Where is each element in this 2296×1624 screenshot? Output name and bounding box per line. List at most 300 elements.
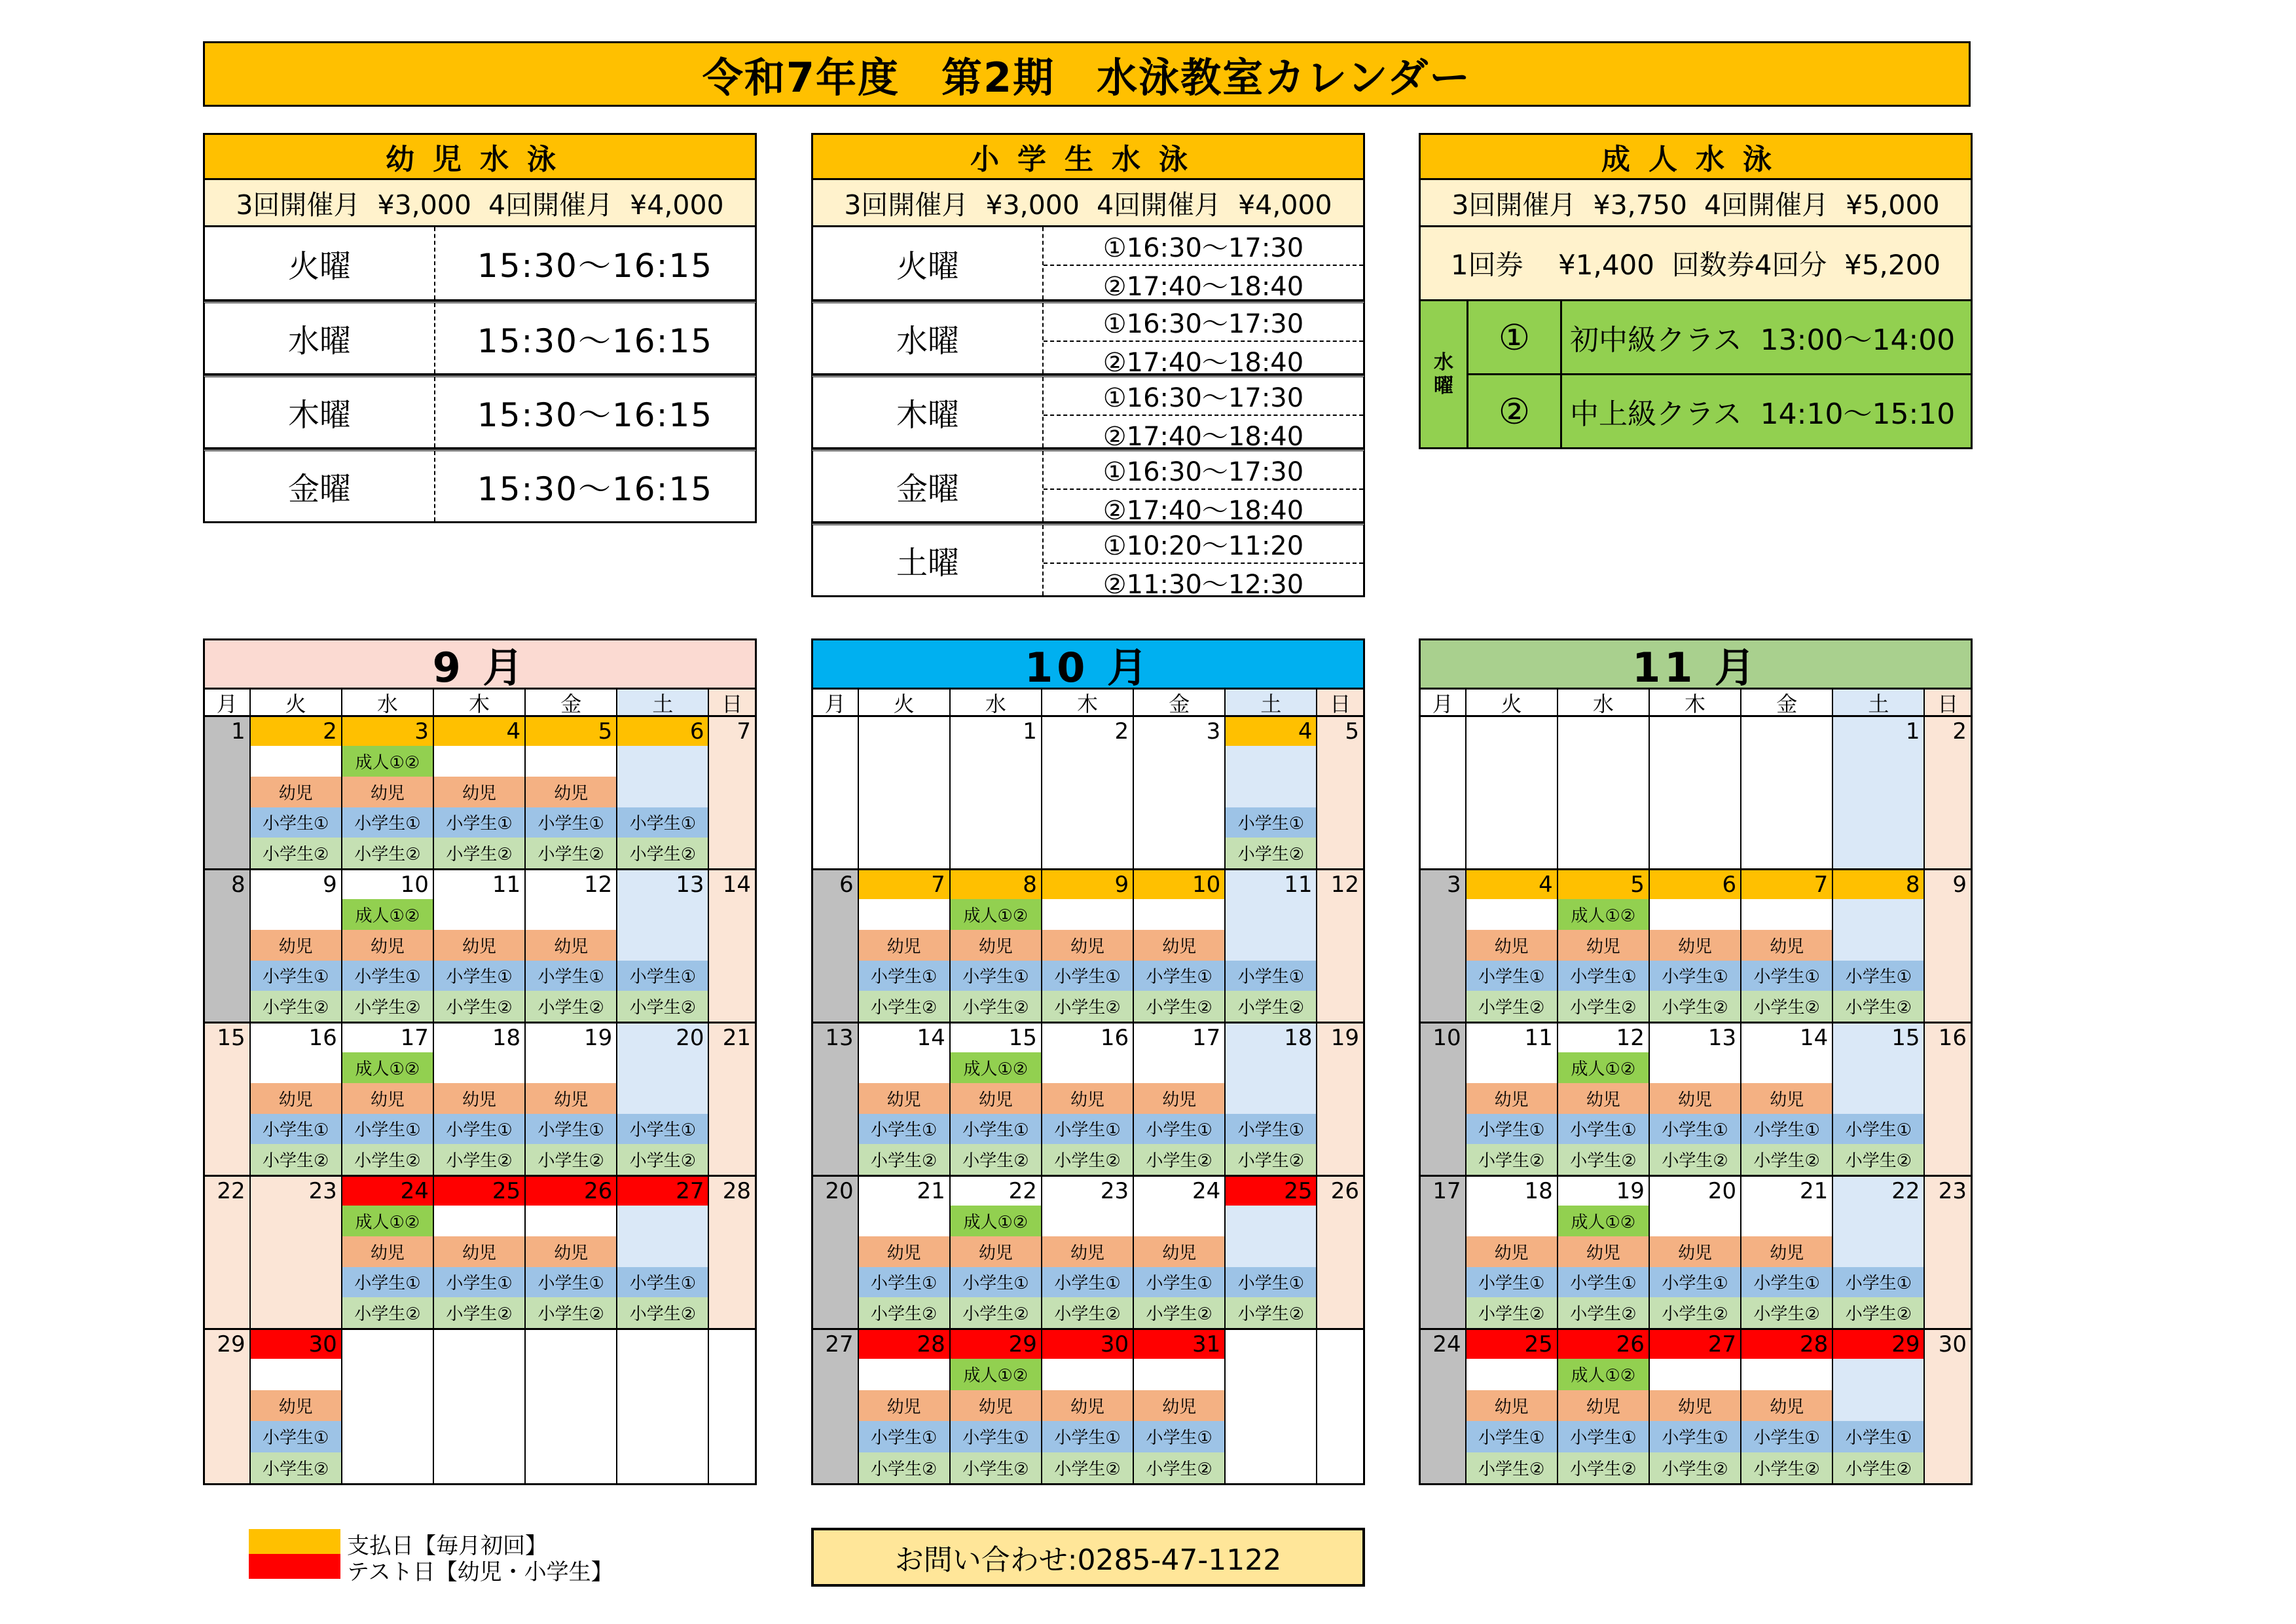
day-number: 10 <box>1432 1025 1461 1051</box>
adult-class-slot <box>434 1052 524 1083</box>
shougakusei-1-slot: 小学生① <box>434 1267 524 1298</box>
yoji-day: 水曜 <box>205 303 435 373</box>
yoji-class-slot: 幼児 <box>342 930 433 961</box>
calendar-day <box>1042 1330 1134 1483</box>
shougakusei-2-slot: 小学生② <box>434 1144 524 1175</box>
shougakusei-day: 火曜 <box>813 227 1044 299</box>
shougakusei-1-slot: 小学生① <box>434 807 524 838</box>
calendar-day <box>617 1330 709 1483</box>
weekday-header: 金 <box>1134 690 1226 715</box>
calendar-day <box>1226 1024 1317 1175</box>
shougakusei-2-slot: 小学生② <box>526 1297 616 1328</box>
month-title: 9 月 <box>203 638 757 690</box>
yoji-class-slot: 幼児 <box>526 1083 616 1114</box>
shougakusei-2-slot: 小学生② <box>1134 1452 1224 1484</box>
shougakusei-2-slot: 小学生② <box>342 838 433 868</box>
weekday-header: 水 <box>342 690 434 715</box>
shougakusei-1-slot: 小学生① <box>1741 1421 1832 1452</box>
day-number: 15 <box>1008 1025 1037 1051</box>
yoji-class-slot: 幼児 <box>1042 1390 1133 1422</box>
adult-class-slot <box>526 1359 616 1390</box>
seijin-class-desc: 初中級クラス 13:00〜14:00 <box>1570 323 1956 357</box>
day-number: 13 <box>676 872 704 898</box>
shougakusei-time-1: ①16:30〜17:30 <box>1044 303 1363 342</box>
adult-class-slot: 成人①② <box>342 1052 433 1083</box>
day-number: 21 <box>917 1178 945 1204</box>
adult-class-slot <box>1134 1359 1224 1390</box>
calendar-day <box>709 1024 755 1175</box>
shougakusei-1-slot: 小学生① <box>617 961 708 991</box>
adult-class-slot <box>434 1206 524 1236</box>
calendar-week <box>1421 870 1971 1024</box>
shougakusei-2-slot: 小学生② <box>951 1452 1041 1484</box>
calendar-day <box>1317 870 1363 1022</box>
day-number: 10 <box>1134 870 1224 899</box>
shougakusei-2-slot <box>251 1297 341 1328</box>
calendar-day <box>1467 870 1558 1022</box>
adult-class-slot <box>1741 746 1832 777</box>
day-number: 23 <box>308 1178 337 1204</box>
calendar-day <box>813 1177 859 1328</box>
shougakusei-1-slot: 小学生① <box>526 961 616 991</box>
calendar-day <box>617 1024 709 1175</box>
calendar-week <box>1421 1177 1971 1330</box>
calendar-day <box>813 717 859 868</box>
calendar-day <box>342 1330 434 1483</box>
shougakusei-2-slot <box>1741 838 1832 868</box>
adult-class-slot <box>1134 899 1224 930</box>
yoji-class-slot <box>1833 1083 1923 1114</box>
yoji-time: 15:30〜16:15 <box>477 470 714 508</box>
shougakusei-1-slot <box>1134 807 1224 838</box>
calendar-day <box>1650 870 1741 1022</box>
calendar-november <box>1419 638 1973 1485</box>
yoji-class-slot <box>342 1390 433 1422</box>
shougakusei-2-slot: 小学生② <box>859 1297 949 1328</box>
weekday-header: 火 <box>1467 690 1558 715</box>
shougakusei-2-slot: 小学生② <box>1558 1452 1649 1484</box>
day-number: 16 <box>1938 1025 1967 1051</box>
yoji-day: 木曜 <box>205 377 435 447</box>
calendar-day <box>342 717 434 868</box>
shougakusei-1-slot: 小学生① <box>1650 961 1740 991</box>
shougakusei-1-slot: 小学生① <box>251 1114 341 1145</box>
adult-class-slot <box>859 899 949 930</box>
yoji-class-slot: 幼児 <box>1467 1083 1557 1114</box>
shougakusei-1-slot <box>1226 1421 1316 1452</box>
day-number: 9 <box>323 872 337 898</box>
calendar-day <box>342 870 434 1022</box>
shougakusei-1-slot <box>859 807 949 838</box>
day-number: 6 <box>1650 870 1740 899</box>
shougakusei-day: 金曜 <box>813 451 1044 521</box>
weekday-header: 月 <box>205 690 251 715</box>
shougakusei-2-slot: 小学生② <box>1833 1297 1923 1328</box>
adult-class-slot <box>617 899 708 930</box>
adult-class-slot <box>859 1359 949 1390</box>
day-number: 18 <box>492 1025 521 1051</box>
shougakusei-1-slot: 小学生① <box>1741 961 1832 991</box>
shougakusei-1-slot: 小学生① <box>342 961 433 991</box>
shougakusei-2-slot: 小学生② <box>342 991 433 1022</box>
shougakusei-1-slot <box>434 1421 524 1452</box>
shougakusei-2-slot: 小学生② <box>1741 1452 1832 1484</box>
yoji-class-slot: 幼児 <box>1134 1390 1224 1422</box>
shougakusei-schedule-title: 小学生水泳 <box>811 133 1365 180</box>
weekday-header: 木 <box>1650 690 1741 715</box>
shougakusei-1-slot: 小学生① <box>434 961 524 991</box>
calendar-day <box>205 870 251 1022</box>
shougakusei-time-2: ②11:30〜12:30 <box>1102 570 1304 600</box>
adult-class-slot <box>526 1206 616 1236</box>
shougakusei-2-slot: 小学生② <box>1226 1144 1316 1175</box>
yoji-class-slot: 幼児 <box>859 1390 949 1422</box>
day-number: 2 <box>1952 718 1967 745</box>
day-number: 7 <box>737 718 752 745</box>
calendar-grid <box>1419 717 1973 1485</box>
day-number: 17 <box>1432 1178 1461 1204</box>
shougakusei-2-slot: 小学生② <box>342 1297 433 1328</box>
day-number: 22 <box>217 1178 246 1204</box>
adult-class-slot <box>434 746 524 777</box>
calendar-day <box>709 870 755 1022</box>
day-number: 20 <box>825 1178 854 1204</box>
adult-class-slot <box>617 1052 708 1083</box>
yoji-time: 15:30〜16:15 <box>477 396 714 434</box>
yoji-class-slot <box>1650 777 1740 807</box>
shougakusei-1-slot: 小学生① <box>526 1114 616 1145</box>
shougakusei-2-slot: 小学生② <box>1467 1452 1557 1484</box>
calendar-day <box>813 1330 859 1483</box>
shougakusei-1-slot: 小学生① <box>1467 1114 1557 1145</box>
adult-class-slot <box>1833 899 1923 930</box>
calendar-day <box>205 1024 251 1175</box>
yoji-class-slot <box>434 1390 524 1422</box>
calendar-day <box>1421 1177 1467 1328</box>
day-number: 8 <box>230 872 246 898</box>
calendar-day <box>1925 870 1971 1022</box>
shougakusei-2-slot: 小学生② <box>1467 1297 1557 1328</box>
seijin-schedule <box>1419 133 1973 449</box>
day-number: 2 <box>1114 718 1129 745</box>
day-number: 3 <box>1446 872 1461 898</box>
calendar-day <box>813 870 859 1022</box>
shougakusei-2-slot <box>617 1452 708 1484</box>
shougakusei-1-slot: 小学生① <box>1226 1267 1316 1298</box>
yoji-class-slot: 幼児 <box>1558 930 1649 961</box>
calendar-day <box>709 1177 755 1328</box>
calendar-day <box>617 1177 709 1328</box>
adult-class-slot <box>1650 1359 1740 1390</box>
yoji-class-slot <box>1226 1236 1316 1267</box>
day-number: 22 <box>1008 1178 1037 1204</box>
calendar-day <box>1833 1177 1925 1328</box>
shougakusei-row-wed <box>811 301 1365 378</box>
adult-class-slot <box>859 746 949 777</box>
weekday-header: 火 <box>251 690 342 715</box>
yoji-class-slot: 幼児 <box>342 1083 433 1114</box>
day-number <box>1558 717 1649 746</box>
day-number: 16 <box>308 1025 337 1051</box>
weekday-header: 日 <box>1925 690 1971 715</box>
adult-class-slot <box>1226 1052 1316 1083</box>
shougakusei-2-slot: 小学生② <box>1558 1297 1649 1328</box>
shougakusei-row-fri <box>811 449 1365 526</box>
contact-box: お問い合わせ:0285-47-1122 <box>811 1528 1365 1587</box>
day-number: 20 <box>676 1025 704 1051</box>
adult-class-slot <box>526 746 616 777</box>
day-number: 5 <box>1558 870 1649 899</box>
day-number: 18 <box>1284 1025 1313 1051</box>
day-number: 4 <box>1226 717 1316 746</box>
calendar-day <box>1558 870 1650 1022</box>
shougakusei-time-2: ②17:40〜18:40 <box>1102 272 1304 302</box>
yoji-class-slot <box>1226 777 1316 807</box>
yoji-class-slot: 幼児 <box>1741 1083 1832 1114</box>
shougakusei-1-slot <box>342 1421 433 1452</box>
seijin-price: 3回開催月 ¥3,750 4回開催月 ¥5,000 <box>1419 180 1973 227</box>
calendar-week <box>1421 1024 1971 1177</box>
yoji-class-slot: 幼児 <box>951 1390 1041 1422</box>
yoji-class-slot: 幼児 <box>1558 1390 1649 1422</box>
yoji-class-slot <box>1833 930 1923 961</box>
day-number: 22 <box>1891 1178 1920 1204</box>
adult-class-slot <box>434 1359 524 1390</box>
shougakusei-1-slot: 小学生① <box>1741 1267 1832 1298</box>
seijin-class-row <box>1468 301 1971 375</box>
calendar-day <box>526 870 617 1022</box>
calendar-day <box>1833 717 1925 868</box>
day-number: 1 <box>230 718 246 745</box>
shougakusei-1-slot: 小学生① <box>1226 1114 1316 1145</box>
yoji-class-slot <box>1467 777 1557 807</box>
adult-class-slot <box>1558 746 1649 777</box>
yoji-class-slot <box>1042 777 1133 807</box>
shougakusei-1-slot: 小学生① <box>951 1267 1041 1298</box>
calendar-day <box>1317 717 1363 868</box>
calendar-day <box>1833 1024 1925 1175</box>
day-number <box>1421 717 1465 746</box>
calendar-day <box>1134 870 1226 1022</box>
day-number: 28 <box>1741 1330 1832 1359</box>
adult-class-slot: 成人①② <box>951 1206 1041 1236</box>
yoji-class-slot: 幼児 <box>1650 1083 1740 1114</box>
shougakusei-2-slot <box>1833 838 1923 868</box>
day-number <box>342 1330 433 1359</box>
weekday-header: 金 <box>526 690 617 715</box>
day-number: 7 <box>859 870 949 899</box>
adult-class-slot: 成人①② <box>342 1206 433 1236</box>
shougakusei-day: 水曜 <box>813 303 1044 373</box>
calendar-day <box>617 870 709 1022</box>
adult-class-slot <box>1226 1359 1316 1390</box>
shougakusei-2-slot: 小学生② <box>1650 1144 1740 1175</box>
seijin-classes <box>1419 301 1973 449</box>
day-number <box>859 717 949 746</box>
shougakusei-1-slot: 小学生① <box>1226 961 1316 991</box>
yoji-class-slot: 幼児 <box>1134 930 1224 961</box>
yoji-class-slot: 幼児 <box>951 1236 1041 1267</box>
calendar-day <box>951 1177 1042 1328</box>
shougakusei-2-slot: 小学生② <box>1042 1144 1133 1175</box>
shougakusei-1-slot <box>1741 807 1832 838</box>
adult-class-slot <box>1650 1206 1740 1236</box>
calendar-day <box>205 1177 251 1328</box>
calendar-day <box>205 1330 251 1483</box>
shougakusei-2-slot <box>434 1452 524 1484</box>
yoji-class-slot <box>1833 777 1923 807</box>
shougakusei-price: 3回開催月 ¥3,000 4回開催月 ¥4,000 <box>811 180 1365 227</box>
calendar-week <box>813 870 1363 1024</box>
shougakusei-2-slot: 小学生② <box>951 991 1041 1022</box>
calendar-day <box>1226 717 1317 868</box>
day-number: 30 <box>251 1330 341 1359</box>
shougakusei-1-slot: 小学生① <box>342 807 433 838</box>
calendar-week <box>813 1024 1363 1177</box>
adult-class-slot: 成人①② <box>1558 1052 1649 1083</box>
calendar-day <box>813 1024 859 1175</box>
shougakusei-1-slot: 小学生① <box>1650 1114 1740 1145</box>
calendar-day <box>1042 1177 1134 1328</box>
shougakusei-2-slot: 小学生② <box>1042 1297 1133 1328</box>
shougakusei-1-slot: 小学生① <box>251 1421 341 1452</box>
day-number: 29 <box>951 1330 1041 1359</box>
weekday-header: 木 <box>434 690 526 715</box>
shougakusei-1-slot: 小学生① <box>1467 961 1557 991</box>
adult-class-slot <box>1134 1206 1224 1236</box>
calendar-day <box>342 1024 434 1175</box>
adult-class-slot <box>1042 1206 1133 1236</box>
calendar-day <box>1317 1330 1363 1483</box>
calendar-day <box>1421 870 1467 1022</box>
shougakusei-2-slot: 小学生② <box>859 1452 949 1484</box>
calendar-day <box>1833 1330 1925 1483</box>
adult-class-slot <box>251 1359 341 1390</box>
day-number: 27 <box>1650 1330 1740 1359</box>
shougakusei-1-slot <box>1650 807 1740 838</box>
shougakusei-2-slot: 小学生② <box>617 991 708 1022</box>
adult-class-slot <box>1467 746 1557 777</box>
yoji-class-slot: 幼児 <box>951 1083 1041 1114</box>
shougakusei-row-sat <box>811 523 1365 600</box>
day-number: 19 <box>1616 1178 1645 1204</box>
shougakusei-2-slot: 小学生② <box>617 838 708 868</box>
calendar-day <box>1134 1330 1226 1483</box>
yoji-class-slot <box>1226 1083 1316 1114</box>
day-number: 15 <box>1891 1025 1920 1051</box>
shougakusei-day: 土曜 <box>813 525 1044 595</box>
shougakusei-1-slot: 小学生① <box>1558 1421 1649 1452</box>
day-number: 30 <box>1938 1331 1967 1357</box>
weekday-header-row <box>1419 690 1973 717</box>
yoji-class-slot <box>617 930 708 961</box>
calendar-day <box>1467 1177 1558 1328</box>
calendar-day <box>709 717 755 868</box>
calendar-day <box>951 870 1042 1022</box>
calendar-day <box>526 1330 617 1483</box>
day-number: 24 <box>1432 1331 1461 1357</box>
yoji-class-slot: 幼児 <box>1741 930 1832 961</box>
calendar-day <box>1467 1330 1558 1483</box>
day-number: 25 <box>434 1177 524 1206</box>
shougakusei-1-slot: 小学生① <box>1134 1421 1224 1452</box>
calendar-day <box>1226 870 1317 1022</box>
shougakusei-2-slot: 小学生② <box>1558 1144 1649 1175</box>
day-number <box>617 1330 708 1359</box>
day-number: 5 <box>526 717 616 746</box>
calendar-day <box>342 1177 434 1328</box>
day-number: 25 <box>1226 1177 1316 1206</box>
adult-class-slot <box>1650 899 1740 930</box>
shougakusei-1-slot: 小学生① <box>1226 807 1316 838</box>
shougakusei-day: 木曜 <box>813 377 1044 447</box>
shougakusei-time-2: ②17:40〜18:40 <box>1102 348 1304 378</box>
calendar-day <box>1833 870 1925 1022</box>
shougakusei-2-slot: 小学生② <box>1467 1144 1557 1175</box>
shougakusei-2-slot: 小学生② <box>1741 991 1832 1022</box>
day-number <box>813 717 858 746</box>
yoji-class-slot: 幼児 <box>434 777 524 807</box>
adult-class-slot <box>1741 899 1832 930</box>
yoji-class-slot: 幼児 <box>434 930 524 961</box>
yoji-class-slot: 幼児 <box>1650 1390 1740 1422</box>
shougakusei-1-slot: 小学生① <box>859 1421 949 1452</box>
yoji-class-slot: 幼児 <box>251 777 341 807</box>
yoji-class-slot <box>251 1236 341 1267</box>
day-number: 13 <box>1707 1025 1737 1051</box>
calendar-day <box>526 1177 617 1328</box>
shougakusei-1-slot: 小学生① <box>859 961 949 991</box>
adult-class-slot <box>1833 1052 1923 1083</box>
yoji-class-slot: 幼児 <box>526 777 616 807</box>
day-number: 5 <box>1345 718 1360 745</box>
shougakusei-1-slot: 小学生① <box>1741 1114 1832 1145</box>
day-number <box>1317 1330 1363 1359</box>
day-number: 12 <box>1330 872 1360 898</box>
adult-class-slot <box>617 1206 708 1236</box>
yoji-class-slot: 幼児 <box>434 1236 524 1267</box>
shougakusei-2-slot: 小学生② <box>1467 991 1557 1022</box>
shougakusei-2-slot: 小学生② <box>859 991 949 1022</box>
day-number: 27 <box>617 1177 708 1206</box>
legend-test-swatch <box>249 1554 340 1579</box>
shougakusei-1-slot: 小学生① <box>951 1114 1041 1145</box>
day-number: 6 <box>839 872 854 898</box>
shougakusei-1-slot: 小学生① <box>1042 961 1133 991</box>
shougakusei-2-slot: 小学生② <box>434 1297 524 1328</box>
adult-class-slot <box>1650 1052 1740 1083</box>
shougakusei-2-slot: 小学生② <box>1741 1297 1832 1328</box>
yoji-class-slot: 幼児 <box>1650 930 1740 961</box>
shougakusei-1-slot: 小学生① <box>1134 1114 1224 1145</box>
adult-class-slot <box>951 746 1041 777</box>
calendar-day <box>1741 870 1833 1022</box>
weekday-header: 土 <box>1226 690 1317 715</box>
calendar-day <box>1317 1177 1363 1328</box>
shougakusei-time-1: ①16:30〜17:30 <box>1044 227 1363 266</box>
adult-class-slot: 成人①② <box>951 1359 1041 1390</box>
weekday-header: 火 <box>859 690 951 715</box>
day-number: 2 <box>251 717 341 746</box>
calendar-week <box>1421 717 1971 870</box>
yoji-class-slot: 幼児 <box>1467 1390 1557 1422</box>
calendar-day <box>251 870 342 1022</box>
day-number: 6 <box>617 717 708 746</box>
calendar-day <box>951 1024 1042 1175</box>
yoji-class-slot <box>526 1390 616 1422</box>
shougakusei-2-slot: 小学生② <box>1134 991 1224 1022</box>
yoji-row-fri <box>203 449 757 523</box>
